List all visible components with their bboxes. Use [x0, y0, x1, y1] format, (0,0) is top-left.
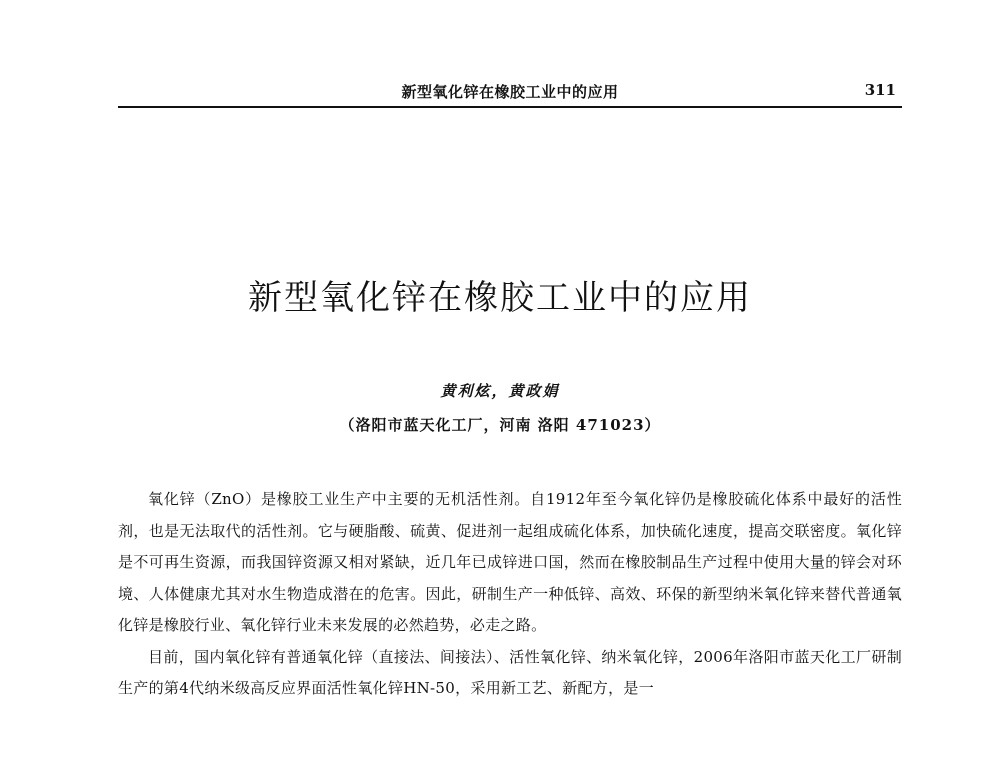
article-body	[118, 484, 902, 705]
article-authors: 黄利炫，黄政娟	[440, 382, 560, 400]
article-affiliation: （洛阳市蓝天化工厂，河南 洛阳 471023）	[339, 416, 661, 434]
running-title: 新型氧化锌在橡胶工业中的应用	[401, 83, 619, 101]
page-number: 311	[864, 81, 896, 99]
body-paragraph-2: 目前，国内氧化锌有普通氧化锌（直接法、间接法）、活性氧化锌、纳米氧化锌，2006年洛阳市蓝天化工厂研制生产的第4代纳米级高反应界面活性氧化锌HN-50，采用新工艺、新配方，是一	[118, 647, 902, 697]
page-header	[118, 78, 902, 108]
body-paragraph-1: 氧化锌（ZnO）是橡胶工业生产中主要的无机活性剂。自1912年至今氧化锌仍是橡胶硫化体系中最好的活性剂，也是无法取代的活性剂。它与硬脂酸、硫黄、促进剂一起组成硫化体系，加快硫化速度，提高交联密度。氧化锌是不可再生资源，而我国锌资源又相对紧缺，近几年已成锌进口国，然而在橡胶制品生产过程中使用大量的锌会对环境、人体健康尤其对水生物造成潜在的危害。因此，研制生产一种低锌、高效、环保的新型纳米氧化锌来替代普通氧化锌是橡胶行业、氧化锌行业未来发展的必然趋势，必走之路。	[118, 490, 902, 634]
article-title: 新型氧化锌在橡胶工业中的应用	[248, 278, 752, 318]
